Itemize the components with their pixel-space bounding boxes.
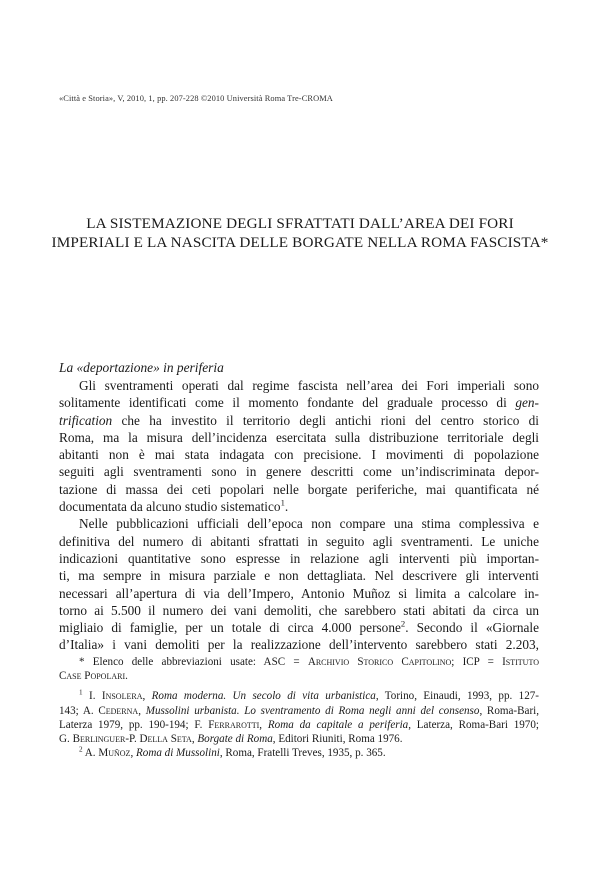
paragraph-1-line: seguiti agli sventramenti sono in genere descritti come un’indiscriminata depor- bbox=[59, 464, 539, 480]
paragraph-2-line: ti, ma sempre in misura parziale e non dettagliata. Nel descrivere gli interventi bbox=[59, 568, 539, 584]
paragraph-1-line: trification che ha investito il territorio degli antichi rioni del centro storico di bbox=[59, 412, 539, 428]
footnote-1-line: 143; A. Cederna, Mussolini urbanista. Lo sventramento di Roma negli anni del consenso, Roma-Bari, bbox=[59, 704, 540, 717]
footnote-1-line: $^1$ I. Insolera, Roma moderna. Un secolo di vita urbanistica, Torino, Einaudi, 1993, pp. 127- bbox=[79, 688, 540, 703]
emphasis: trification bbox=[59, 412, 113, 428]
footnote-2-line: $^2$ A. Muñoz, Roma di Mussolini, Roma, Fratelli Treves, 1935, p. 365. bbox=[79, 745, 386, 760]
footnote-star-line: Case Popolari. bbox=[59, 670, 128, 683]
paragraph-2-line: definitiva del numero di abitanti sfrattati in seguito agli sventramenti. Le uniche bbox=[59, 533, 539, 549]
paragraph-2-line: migliaio di famiglie, per un totale di circa 4.000 persone$^2$. Secondo il «Giornale bbox=[59, 618, 539, 636]
footnote-star-line: * Elenco delle abbreviazioni usate: ASC = Archivio Storico Capitolino; ICP = Istituto bbox=[79, 656, 539, 668]
paragraph-2-line: indicazioni quantitative sono espresse in relazione agli interventi più importan- bbox=[59, 550, 539, 566]
title-line-2: IMPERIALI E LA NASCITA DELLE BORGATE NELLA ROMA FASCISTA* bbox=[51, 234, 549, 251]
paragraph-1-line: tazione di massa dei ceti popolari nelle borgate periferiche, mai quantificata né bbox=[59, 481, 539, 497]
running-head: «Città e Storia», V, 2010, 1, pp. 207-228 ©2010 Università Roma Tre-CROMA bbox=[59, 94, 333, 103]
footnote-ref-1[interactable]: 1 bbox=[280, 497, 285, 508]
paragraph-2-line: d’Italia» i vani demoliti per la realizzazione dell’intervento sarebbero stati 2.203, bbox=[59, 637, 539, 653]
paragraph-1-line: Roma, ma la misura dell’incidenza esercitata sulla distribuzione territoriale degli bbox=[59, 429, 539, 445]
body-text bbox=[59, 377, 539, 654]
paragraph-1-line: abitanti non è mai stata indagata con precisione. I movimenti di popolazione bbox=[59, 447, 539, 463]
article-title bbox=[40, 214, 560, 252]
footnote-1-line: Laterza 1979, pp. 190-194; F. Ferrarotti, Roma da capitale a periferia, Laterza, Roma-Bari 1970; bbox=[59, 718, 539, 731]
paragraph-1-line: solitamente identificati come il momento fondante del graduale processo di gen- bbox=[59, 395, 539, 411]
footnote-1-line: G. Berlinguer-P. Della Seta, Borgate di Roma, Editori Riuniti, Roma 1976. bbox=[59, 733, 403, 746]
footnote-ref-2[interactable]: 2 bbox=[400, 618, 406, 629]
paragraph-2-line: torno ai 5.500 il numero dei vani demoliti, che sarebbero stati abitati da circa un bbox=[59, 602, 539, 618]
paragraph-2-line: Nelle pubblicazioni ufficiali dell’epoca non compare una stima complessiva e bbox=[79, 516, 539, 532]
paragraph-1-line: Gli sventramenti operati dal regime fascista nell’area dei Fori imperiali sono bbox=[79, 378, 539, 393]
emphasis: gen- bbox=[515, 395, 539, 411]
footnotes bbox=[59, 655, 539, 760]
section-heading: La «deportazione» in periferia bbox=[59, 360, 224, 375]
title-line-1: LA SISTEMAZIONE DEGLI SFRATTATI DALL’AREA DEI FORI bbox=[86, 215, 514, 232]
paragraph-2-line: necessari all’apertura di via dell’Impero, Antonio Muñoz si limita a calcolare in- bbox=[59, 585, 539, 601]
footnote-number: 1 bbox=[79, 688, 83, 697]
paragraph-1-line: documentata da alcuno studio sistematico$^1$. bbox=[59, 497, 289, 515]
footnote-number: 2 bbox=[79, 745, 83, 754]
